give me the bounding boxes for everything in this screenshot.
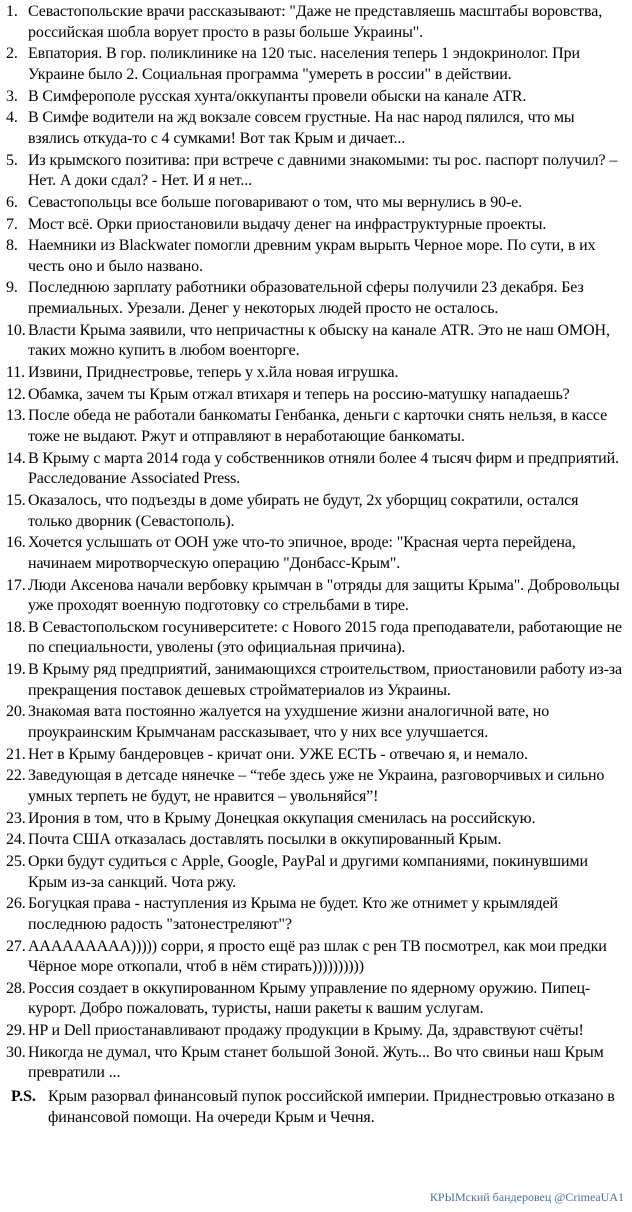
- item-number: 9.: [6, 279, 18, 297]
- list-item: [0, 215, 632, 236]
- item-text: Севастопольцы все больше поговаривают о том, что мы вернулись в 90-е.: [28, 193, 523, 211]
- item-number: 16.: [6, 534, 26, 552]
- item-number: 21.: [6, 745, 26, 763]
- item-number: 11.: [6, 364, 26, 382]
- item-number: 1.: [6, 3, 18, 20]
- item-number: 12.: [6, 385, 26, 403]
- postscript-text: Крым разорвал финансовый пупок российской империи. Приднестровью отказано в финансовой помощи. На очереди Крым и Чечня.: [48, 1088, 615, 1126]
- item-number: 26.: [6, 895, 26, 913]
- item-number: 19.: [6, 661, 26, 679]
- list-item: [0, 809, 632, 830]
- list-item: [0, 236, 632, 277]
- item-number: 28.: [6, 979, 26, 997]
- list-item: [0, 1021, 632, 1042]
- list-item: [0, 491, 632, 532]
- list-item: [0, 87, 632, 108]
- item-number: 13.: [6, 407, 26, 425]
- item-text: Заведующая в детсаде нянечке – “тебе здесь уже не Украина, разговорчивых и сильно умных терпеть не будут, не нравится – увольняйся”!: [28, 767, 605, 805]
- list-item: [0, 406, 632, 447]
- item-text: В Крыму с марта 2014 года у собственников отняли более 4 тысяч фирм и предприятий. Расследование Associated Press.: [28, 449, 619, 488]
- item-number: 7.: [6, 215, 18, 233]
- item-text: Богуцкая права - наступления из Крыма не будет. Кто же отнимет у крымлядей последнюю радость "затонестреляют"?: [28, 895, 558, 933]
- list-item: [0, 321, 632, 362]
- item-number: 30.: [6, 1043, 26, 1061]
- item-text: Люди Аксенова начали вербовку крымчан в "отряды для защиты Крыма". Добровольцы уже проходят военную подготовку со стрельбами в тире.: [28, 576, 620, 615]
- item-number: 23.: [6, 809, 26, 827]
- item-number: 22.: [6, 767, 26, 785]
- list-item: [0, 702, 632, 743]
- item-text: Ирония в том, что в Крыму Донецкая оккупация сменилась на российскую.: [28, 809, 536, 827]
- item-number: 17.: [6, 576, 26, 594]
- item-text: Россия создает в оккупированном Крыму управление по ядерному оружию. Пипец-курорт. Добро пожаловать, туристы, наши ракеты к вашим услугам.: [28, 979, 591, 1018]
- list-item: [0, 745, 632, 766]
- item-text: Севастопольские врачи рассказывают: "Даже не представляешь масштабы воровства, российская шобла ворует просто в разы больше Украины".: [28, 3, 603, 41]
- item-number: 18.: [6, 618, 26, 636]
- document: [0, 2, 632, 1128]
- item-number: 4.: [6, 109, 18, 127]
- list-item: [0, 894, 632, 935]
- item-number: 5.: [6, 151, 18, 169]
- list-item: [0, 449, 632, 490]
- item-text: Мост всё. Орки приостановили выдачу денег на инфраструктурные проекты.: [28, 215, 547, 233]
- item-number: 25.: [6, 853, 26, 870]
- list-item: [0, 533, 632, 574]
- list-item: [0, 830, 632, 851]
- item-text: Последнюю зарплату работники образовательной сферы получили 23 декабря. Без премиальных. Урезали. Денег у некоторых людей просто не осталось.: [28, 279, 584, 318]
- list-item: [0, 660, 632, 701]
- item-text: В Севастопольском госуниверситете: с Нового 2015 года преподаватели, работающие не по специальности, уволены (это официальная причина).: [28, 618, 622, 657]
- numbered-list: [0, 2, 632, 1084]
- item-text: Обамка, зачем ты Крым отжал втихаря и теперь на россию-матушку нападаешь?: [28, 385, 570, 403]
- list-item: [0, 1043, 632, 1084]
- list-item: [0, 937, 632, 978]
- list-item: [0, 618, 632, 659]
- item-text: После обеда не работали банкоматы Генбанка, деньги с карточки снять нельзя, в кассе тоже не выдают. Ржут и отправляют в неработающие банкоматы.: [28, 407, 608, 445]
- item-text: В Симферополе русская хунта/оккупанты провели обыски на канале ATR.: [28, 87, 527, 105]
- list-item: [0, 363, 632, 384]
- item-text: Хочется услышать от ООН уже что-то эпичное, вроде: "Красная черта перейдена, начинаем миротворческую операцию "Донбасс-Крым".: [28, 534, 576, 572]
- item-number: 24.: [6, 831, 26, 849]
- postscript: [0, 1087, 632, 1128]
- item-number: 10.: [6, 321, 26, 339]
- item-number: 2.: [6, 45, 18, 63]
- item-text: Нет в Крыму бандеровцев - кричат они. УЖЕ ЕСТЬ - отвечаю я, и немало.: [28, 745, 528, 763]
- item-number: 3.: [6, 87, 18, 105]
- item-text: Из крымского позитива: при встрече с давними знакомыми: ты рос. паспорт получил? – Нет. А доки сдал? - Нет. И я нет...: [28, 151, 618, 190]
- item-text: HP и Dell приостанавливают продажу продукции в Крыму. Да, здравствуют счёты!: [28, 1022, 584, 1040]
- list-item: [0, 852, 632, 893]
- item-text: Евпатория. В гор. поликлинике на 120 тыс. населения теперь 1 эндокринолог. При Украине было 2. Социальная программа "умереть в россии" в действии.: [28, 45, 580, 83]
- item-text: Извини, Приднестровье, теперь у х.йла новая игрушка.: [28, 364, 399, 382]
- signature: КРЫМский бандеровец @CrimeaUA1: [429, 1190, 624, 1204]
- item-number: 15.: [6, 491, 26, 509]
- item-number: 29.: [6, 1022, 26, 1040]
- list-item: [0, 576, 632, 617]
- item-text: Орки будут судиться с Apple, Google, PayPal и другими компаниями, покинувшими Крым из-за санкций. Чота ржу.: [28, 853, 588, 891]
- list-item: [0, 193, 632, 214]
- item-number: 6.: [6, 193, 18, 211]
- item-number: 14.: [6, 449, 26, 467]
- item-text: Почта США отказалась доставлять посылки в оккупированный Крым.: [28, 831, 502, 849]
- item-text: ААААААААА))))) сорри, я просто ещё раз шлак с рен ТВ посмотрел, как мои предки Чёрное море откопали, чтоб в нём стирать)))))))))): [28, 937, 607, 976]
- list-item: [0, 278, 632, 319]
- item-text: Наемники из Blackwater помогли древним украм вырыть Черное море. По сути, в их честь оно и было названо.: [28, 237, 596, 275]
- list-item: [0, 44, 632, 85]
- item-text: В Симфе водители на жд вокзале совсем грустные. На нас народ пялился, что мы взялись откуда-то с 4 сумками! Вот так Крым и дичает...: [28, 109, 575, 147]
- item-number: 20.: [6, 703, 26, 721]
- item-text: В Крыму ряд предприятий, занимающихся строительством, приостановили работу из-за прекращения поставок дешевых стройматериалов из Украины.: [28, 661, 622, 699]
- list-item: [0, 108, 632, 149]
- list-item: [0, 151, 632, 192]
- item-number: 27.: [6, 937, 26, 955]
- item-number: 8.: [6, 237, 18, 255]
- item-text: Оказалось, что подъезды в доме убирать не будут, 2х уборщиц сократили, остался только дворник (Севастополь).: [28, 491, 579, 530]
- list-item: [0, 979, 632, 1020]
- list-item: [0, 766, 632, 807]
- list-item: [0, 2, 632, 43]
- list-item: [0, 385, 632, 406]
- item-text: Знакомая вата постоянно жалуется на ухудшение жизни аналогичной вате, но проукраинским Крымчанам рассказывает, что у них все улучшается.: [28, 703, 550, 741]
- item-text: Власти Крыма заявили, что непричастны к обыску на канале ATR. Это не наш ОМОН, таких можно купить в любом военторге.: [28, 321, 610, 360]
- item-text: Никогда не думал, что Крым станет большой Зоной. Жуть... Во что свиньи наш Крым превратили ...: [28, 1043, 604, 1082]
- postscript-label: P.S.: [11, 1088, 36, 1105]
